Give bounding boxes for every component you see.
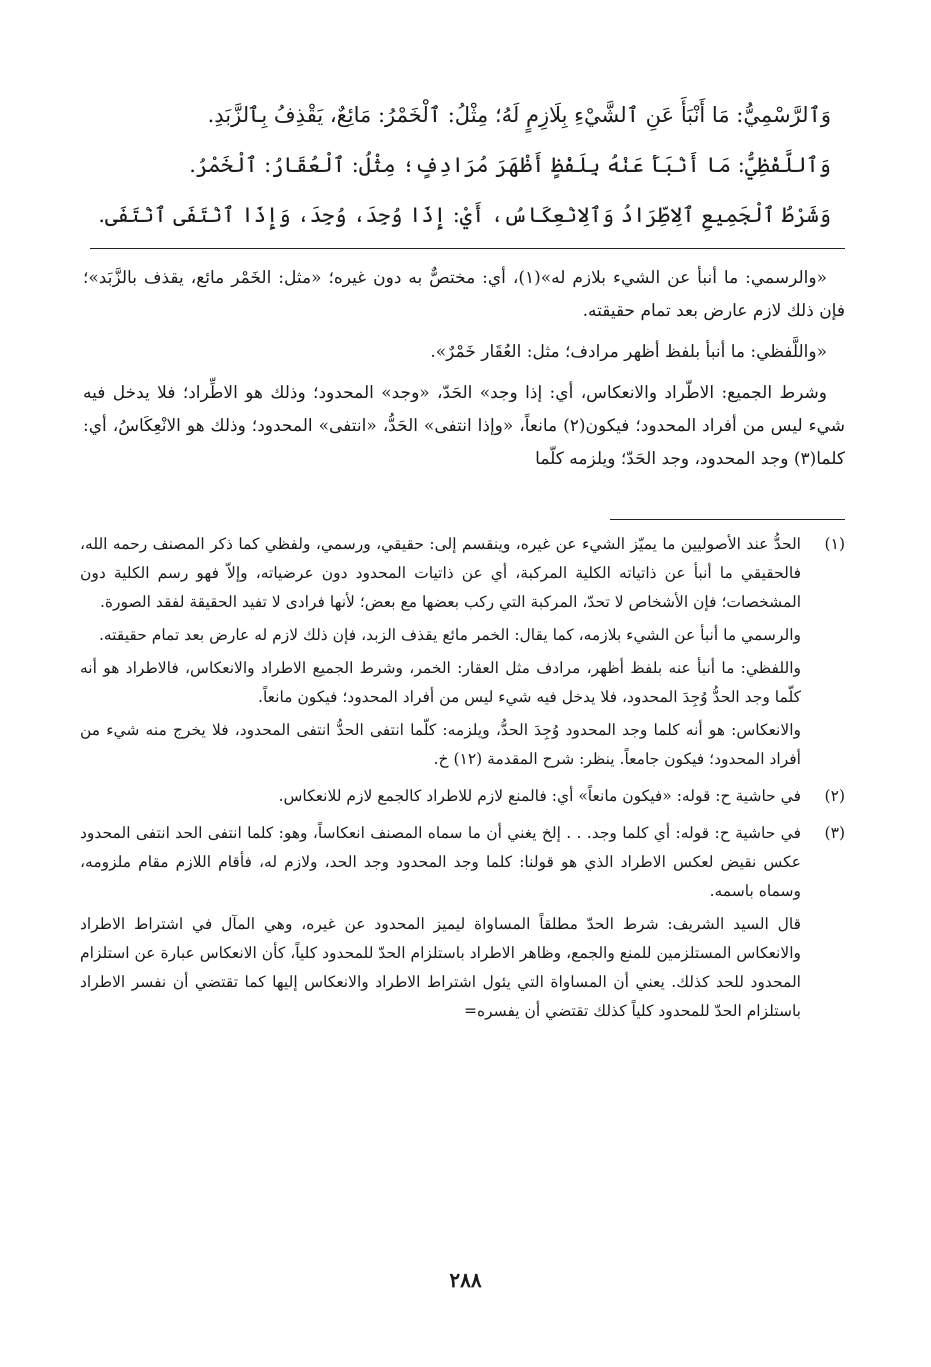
footnote-number: (١) bbox=[824, 535, 845, 553]
matn-line: وَٱللَّفْظِيُّ: مَا أَنْبَأَ عَنْهُ بِلَفْظٍ أَظْهَرَ مُرَادِفٍ؛ مِثْلُ: ٱلْعُقَارُ: ٱلْخَمْرُ. bbox=[189, 153, 831, 177]
footnote-number: (٣) bbox=[824, 824, 845, 842]
footnote bbox=[80, 819, 845, 1030]
footnote-paragraph: في حاشية ح: قوله: أي كلما وجد. . . إلخ يغني أن ما سماه المصنف انعكاساً، وهو: كلما انتفى الحد انتفى المحدود عكس نقيض لعكس الاطراد الذي هو قولنا: كلما وجد المحدود وجد الحد، ولازم له، فأقام اللازم مقام ملزومه، وسماه باسمه. bbox=[80, 824, 801, 900]
footnote-paragraph: الحدُّ عند الأصوليين ما يميّز الشيء عن غيره، وينقسم إلى: حقيقي، ورسمي، ولفظي كما ذكر المصنف رحمه الله، فالحقيقي ما أنبأ عن ذاتياته الكلية المركبة، أي عن ذاتيات المحدود دون عرضياته، وإلاّ فهو رسم الكلية دون المشخصات؛ فإن الأشخاص لا تحدّ، المركبة التي ركب بعضها مع بعض؛ لأنها فرادى لا تفيد الحقيقة لفقد الصورة. bbox=[80, 535, 801, 611]
matn-line: وَٱلرَّسْمِيُّ: مَا أَنْبَأَ عَنِ ٱلشَّيْءِ بِلَازِمٍ لَهُ؛ مِثْلُ: ٱلْخَمْرُ: مَائِعٌ، يَقْذِفُ بِٱلزَّبَدِ. bbox=[207, 103, 831, 127]
footnote-body bbox=[80, 782, 801, 815]
footnote-body bbox=[80, 819, 801, 1030]
matn-line: وَشَرْطُ ٱلْجَمِيعِ ٱلِاطِّرَادُ وَٱلِانْعِكَاسُ، أَيْ: إِذَا وُجِدَ، وُجِدَ، وَإِذَا ٱنْتَفَى ٱنْتَفَى. bbox=[98, 203, 831, 227]
footnote-body bbox=[80, 530, 801, 778]
footnote-number: (٢) bbox=[824, 787, 845, 805]
footnote-paragraph: واللفظي: ما أنبأ عنه بلفظ أظهر، مرادف مثل العقار: الخمر، وشرط الجميع الاطراد والانعكاس، فالاطراد هو أنه كلّما وجد الحدُّ وُجِدَ المحدود، فلا يدخل فيه شيء ليس من أفراد المحدود؛ فيكون مانعاً. bbox=[80, 659, 801, 706]
footnote-continuation: قال السيد الشريف: شرط الحدّ مطلقاً المساواة ليميز المحدود عن غيره، وهي المآل في اشتراط الاطراد والانعكاس المستلزمين للمنع والجمع، وظاهر الاطراد باستلزام الحدّ للمحدود كلياً، كأن الانعكاس عبارة عن استلزام المحدود للحد كذلك. يعني أن المساواة التي يئول اشتراط الاطراد والانعكاس إليها كما تقتضي أن نفسر الاطراد باستلزام الحدّ للمحدود كلياً كذلك تقتضي أن يفسره= bbox=[80, 915, 801, 1020]
footnotes bbox=[80, 530, 845, 1034]
footnote bbox=[80, 782, 845, 815]
footnote-paragraph: في حاشية ح: قوله: «فيكون مانعاً» أي: فالمنع لازم للاطراد كالجمع لازم للانعكاس. bbox=[278, 787, 801, 805]
footnote-divider bbox=[610, 519, 845, 520]
commentary-paragraph: «واللَّفظي: ما أنبأ بلفظ أظهر مرادف؛ مثل: العُقَار خَمْرٌ». bbox=[430, 342, 827, 362]
footnote-paragraph: والرسمي ما أنبأ عن الشيء بلازمه، كما يقال: الخمر مائع يقذف الزبد، فإن ذلك لازم له عارض بعد تمام حقيقته. bbox=[98, 626, 801, 644]
commentary-paragraph: «والرسمي: ما أنبأ عن الشيء بلازم له»(١)، أي: مختصٌّ به دون غيره؛ «مثل: الخَمْر مائع، يقذف بالزَّبَد»؛ فإن ذلك لازم عارض بعد تمام حقيقته. bbox=[83, 268, 845, 321]
commentary bbox=[83, 262, 845, 484]
commentary-paragraph: وشرط الجميع: الاطّراد والانعكاس، أي: إذا وجد» الحَدّ، «وجد» المحدود؛ وذلك هو الاطِّراد؛ فلا يدخل فيه شيء ليس من أفراد المحدود؛ فيكون(٢) مانعاً، «وإذا انتفى» الحَدُّ، «انتفى» المحدود؛ وذلك هو الانْعِكَاسُ، أي: كلما(٣) وجد المحدود، وجد الحَدّ؛ ويلزمه كلّما bbox=[83, 383, 846, 469]
main-text-divider bbox=[90, 248, 845, 249]
main-text bbox=[91, 90, 831, 240]
page-number: ٢٨٨ bbox=[449, 1268, 482, 1292]
footnote bbox=[80, 530, 845, 778]
footnote-paragraph: والانعكاس: هو أنه كلما وجد المحدود وُجِدَ الحدُّ، ويلزمه: كلّما انتفى الحدُّ انتفى المحدود، فلا يخرج منه شيء من أفراد المحدود؛ فيكون جامعاً. ينظر: شرح المقدمة (١٢) خ. bbox=[80, 721, 801, 768]
